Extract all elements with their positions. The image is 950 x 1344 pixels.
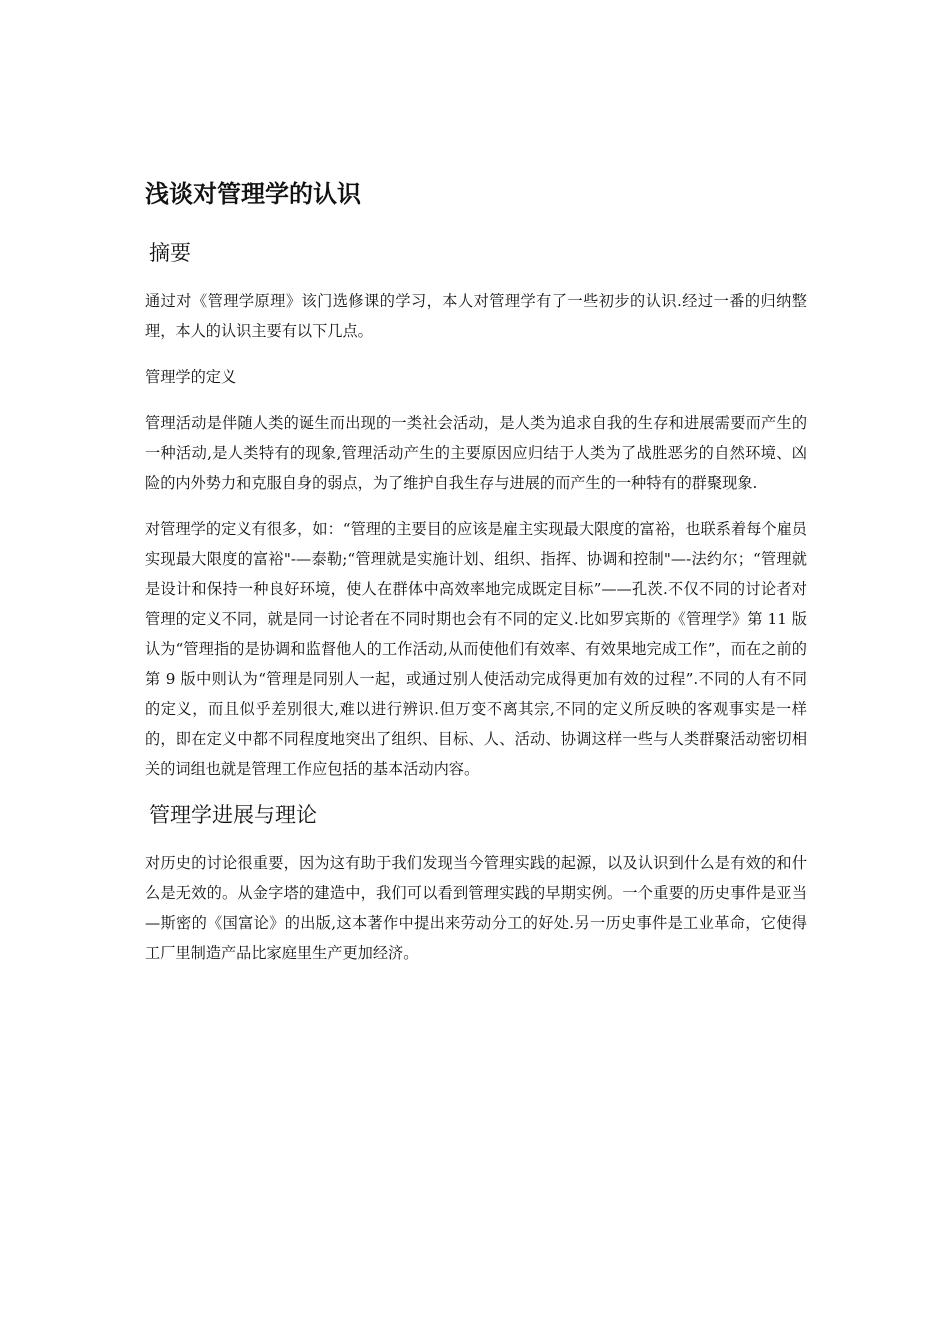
section-heading-abstract: 摘要: [149, 241, 191, 265]
document-content: [145, 176, 807, 984]
management-definition-label: 管理学的定义: [145, 368, 237, 386]
history-paragraph: 对历史的讨论很重要，因为这有助于我们发现当今管理实践的起源，以及认识到什么是有效的和什么是无效的。从金字塔的建造中，我们可以看到管理实践的早期实例。一个重要的历史事件是亚当—斯密的《国富论》的出版,这本著作中提出来劳动分工的好处.另一历史事件是工业革命，它使得工厂里制造产品比家庭里生产更加经济。: [145, 854, 807, 962]
management-definitions-paragraph: 对管理学的定义有很多，如：“管理的主要目的应该是雇主实现最大限度的富裕，也联系着每个雇员实现最大限度的富裕"-—泰勒;“管理就是实施计划、组织、指挥、协调和控制"—-法约尔；“管理就是设计和保持一种良好环境，使人在群体中高效率地完成既定目标”——孔茨.不仅不同的讨论者对管理的定义不同，就是同一讨论者在不同时期也会有不同的定义.比如罗宾斯的《管理学》第 11 版认为“管理指的是协调和监督他人的工作活动,从而使他们有效率、有效果地完成工作”，而在之前的第 9 版中则认为“管理是同别人一起，或通过别人使活动完成得更加有效的过程”.不同的人有不同的定义，而且似乎差别很大,难以进行辨识.但万变不离其宗,不同的定义所反映的客观事实是一样的，即在定义中都不同程度地突出了组织、目标、人、活动、协调这样一些与人类群聚活动密切相关的词组也就是管理工作应包括的基本活动内容。: [145, 520, 807, 778]
document-title: 浅谈对管理学的认识: [145, 180, 361, 208]
abstract-intro-paragraph: 通过对《管理学原理》该门选修课的学习，本人对管理学有了一些初步的认识.经过一番的归纳整理，本人的认识主要有以下几点。: [145, 292, 807, 340]
management-activity-paragraph: 管理活动是伴随人类的诞生而出现的一类社会活动，是人类为追求自我的生存和进展需要而产生的一种活动,是人类特有的现象,管理活动产生的主要原因应归结于人类为了战胜恶劣的自然环境、凶险的内外势力和克服自身的弱点，为了维护自我生存与进展的而产生的一种特有的群聚现象.: [145, 414, 807, 492]
section-heading-development: 管理学进展与理论: [149, 803, 317, 827]
